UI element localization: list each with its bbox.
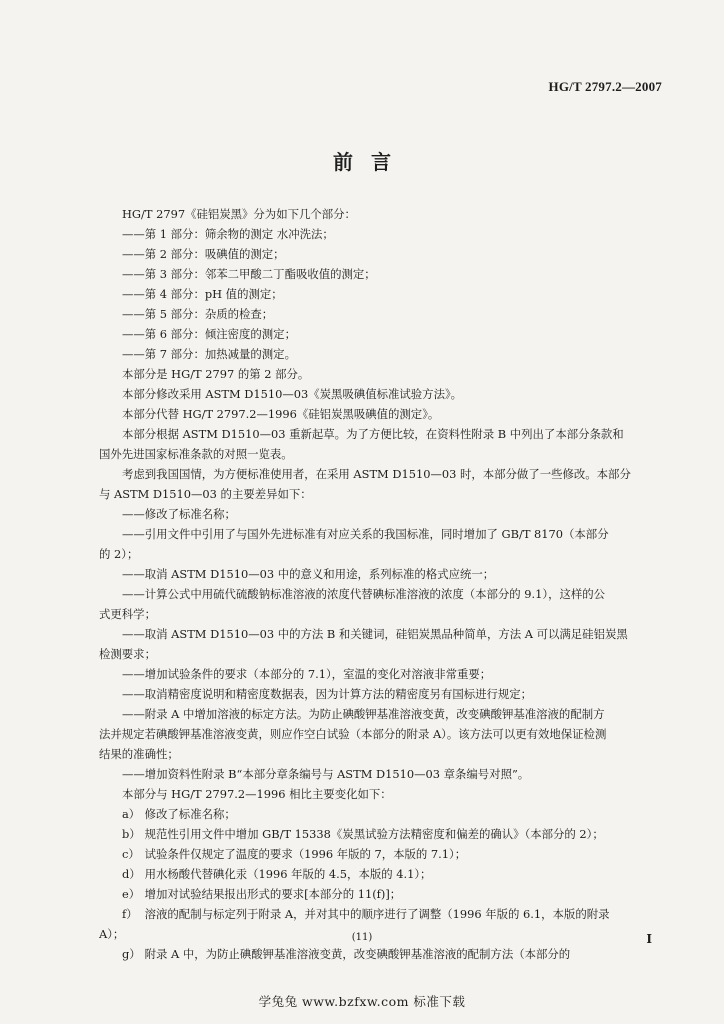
paragraph-continuation: 检测要求； <box>99 647 156 661</box>
enumerated-item <box>99 864 669 884</box>
paragraph-continuation: 的 2）； <box>99 547 139 561</box>
enumerated-item <box>99 824 669 844</box>
list-item: ——引用文件中引用了与国外先进标准有对应关系的我国标准，同时增加了 GB/T 8170（本部分 <box>122 527 609 541</box>
list-item: ——修改了标准名称； <box>122 507 236 521</box>
paragraph: 本部分代替 HG/T 2797.2—1996《硅铝炭黑吸碘值的测定》。 <box>122 407 440 421</box>
item-label: f） <box>122 907 138 921</box>
item-text: 规范性引用文件中增加 GB/T 15338《炭黑试验方法精密度和偏差的确认》（本部分的 2）； <box>144 827 604 841</box>
item-label: c） <box>122 847 140 861</box>
item-text: 用水杨酸代替碘化汞（1996 年版的 4.5，本版的 4.1）； <box>144 867 432 881</box>
enumerated-item <box>99 804 669 824</box>
item-label: b） <box>122 827 141 841</box>
paragraph-continuation: 与 ASTM D1510—03 的主要差异如下： <box>99 487 312 501</box>
list-item: ——第 1 部分：筛余物的测定 水冲洗法； <box>122 227 334 241</box>
enumerated-item <box>99 944 669 964</box>
item-label: e） <box>122 887 141 901</box>
item-label: a） <box>122 807 141 821</box>
paragraph-continuation: 国外先进国家标准条款的对照一览表。 <box>99 447 293 461</box>
list-item: ——计算公式中用硫代硫酸钠标准溶液的浓度代替碘标准溶液的浓度（本部分的 9.1），这样的公 <box>122 587 606 601</box>
list-item: ——取消 ASTM D1510—03 中的意义和用途，系列标准的格式应统一； <box>122 567 495 581</box>
item-text: 溶液的配制与标定列于附录 A，并对其中的顺序进行了调整（1996 年版的 6.1，本版的附录 <box>144 907 610 921</box>
page-folio: (11) <box>351 932 373 943</box>
list-item: ——附录 A 中增加溶液的标定方法。为防止碘酸钾基准溶液变黄，改变碘酸钾基准溶液的配制方 <box>122 707 605 721</box>
enumerated-item <box>99 904 669 924</box>
list-item: ——第 6 部分：倾注密度的测定； <box>122 327 296 341</box>
list-item: ——第 7 部分：加热减量的测定。 <box>122 347 296 361</box>
list-item: ——增加试验条件的要求（本部分的 7.1），室温的变化对溶液非常重要； <box>122 667 492 681</box>
site-footer: 学兔兔 www.bzfxw.com 标准下载 <box>258 994 466 1009</box>
enumerated-item <box>99 884 669 904</box>
item-text: 修改了标准名称； <box>144 807 236 821</box>
paragraph: HG/T 2797《硅铝炭黑》分为如下几个部分： <box>122 207 356 221</box>
item-label: d） <box>122 867 141 881</box>
paragraph: 本部分根据 ASTM D1510—03 重新起草。为了方便比较，在资料性附录 B 中列出了本部分条款和 <box>122 427 624 441</box>
list-item: ——增加资料性附录 B“本部分章条编号与 ASTM D1510—03 章条编号对照”。 <box>122 767 530 781</box>
item-label: g） <box>122 947 141 961</box>
item-text: 增加对试验结果报出形式的要求[本部分的 11(f)]； <box>144 887 402 901</box>
list-item: ——取消精密度说明和精密度数据表，因为计算方法的精密度另有国标进行规定； <box>122 687 533 701</box>
list-item: ——第 4 部分：pH 值的测定； <box>122 287 283 301</box>
enumerated-item <box>99 844 669 864</box>
paragraph-continuation: 法并规定若碘酸钾基准溶液变黄，则应作空白试验（本部分的附录 A）。该方法可以更有效地保证检测 <box>99 727 607 741</box>
paragraph-continuation: 结果的准确性； <box>99 747 179 761</box>
list-item: ——取消 ASTM D1510—03 中的方法 B 和关键词，硅铝炭黑品种简单，方法 A 可以满足硅铝炭黑 <box>122 627 628 641</box>
page-title: 前言 <box>333 150 409 174</box>
paragraph: 本部分修改采用 ASTM D1510—03《炭黑吸碘值标准试验方法》。 <box>122 387 463 401</box>
list-item: ——第 2 部分：吸碘值的测定； <box>122 247 285 261</box>
document-body <box>99 204 669 964</box>
paragraph-continuation: A）； <box>99 927 125 941</box>
paragraph: 本部分与 HG/T 2797.2—1996 相比主要变化如下： <box>122 787 392 801</box>
list-item: ——第 3 部分：邻苯二甲酸二丁酯吸收值的测定； <box>122 267 376 281</box>
item-text: 试验条件仅规定了温度的要求（1996 年版的 7，本版的 7.1）； <box>144 847 467 861</box>
roman-page-number: I <box>646 932 652 946</box>
paragraph-continuation: 式更科学； <box>99 607 156 621</box>
paragraph: 本部分是 HG/T 2797 的第 2 部分。 <box>122 367 310 381</box>
standard-code: HG/T 2797.2—2007 <box>548 79 662 94</box>
item-text: 附录 A 中，为防止碘酸钾基准溶液变黄，改变碘酸钾基准溶液的配制方法（本部分的 <box>144 947 571 961</box>
paragraph: 考虑到我国国情，为方便标准使用者，在采用 ASTM D1510—03 时，本部分做了一些修改。本部分 <box>122 467 631 481</box>
list-item: ——第 5 部分：杂质的检查； <box>122 307 274 321</box>
